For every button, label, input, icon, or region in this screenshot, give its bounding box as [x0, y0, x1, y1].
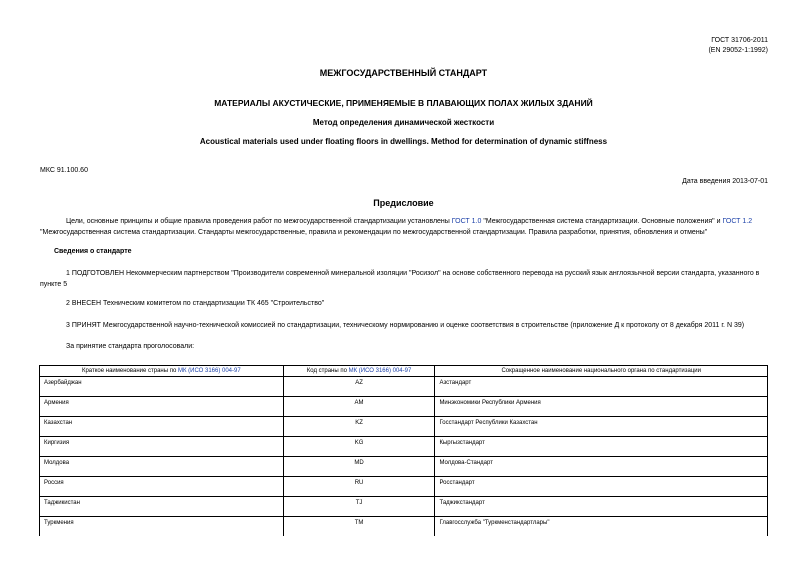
column-header-code — [283, 366, 435, 377]
body-cell: Кыргызстандарт — [435, 437, 768, 457]
column-header-code-link[interactable]: МК (ИСО 3166) 004-97 — [348, 368, 412, 374]
table-row — [40, 437, 768, 457]
code-cell: TJ — [283, 497, 435, 517]
table-row — [40, 497, 768, 517]
body-cell: Главгосслужба "Туркменстандартлары" — [435, 517, 768, 537]
table-row — [40, 417, 768, 437]
country-cell: Россия — [40, 477, 284, 497]
column-header-country-text: Краткое наименование страны по — [81, 368, 178, 374]
country-cell: Молдова — [40, 457, 284, 477]
country-cell: Армения — [40, 397, 284, 417]
code-cell: KG — [283, 437, 435, 457]
code-cell: MD — [283, 457, 435, 477]
item-3: 3 ПРИНЯТ Межгосударственной научно-технической комиссией по стандартизации, техническому нормированию и оценке соответствия в строительстве (приложение Д к протоколу от 8 декабря 2011 г. N 39) — [66, 322, 745, 329]
column-header-body: Сокращенное наименование национального органа по стандартизации — [435, 366, 768, 377]
country-cell: Азербайджан — [40, 377, 284, 397]
table-row — [40, 377, 768, 397]
code-cell: RU — [283, 477, 435, 497]
foreword-text-3: "Межгосударственная система стандартизации. Стандарты межгосударственные, правила и рекомендации по межгосударственной стандартизации. Правила разработки, принятия, обновления и отмены" — [40, 229, 708, 236]
standard-title-en: Acoustical materials used under floating floors in dwellings. Method for determination of dynamic stiffness — [199, 137, 608, 146]
body-cell: Азстандарт — [435, 377, 768, 397]
country-cell: Казахстан — [40, 417, 284, 437]
code-cell: AZ — [283, 377, 435, 397]
country-cell: Киргизия — [40, 437, 284, 457]
method-title-ru: Метод определения динамической жесткости — [312, 118, 495, 127]
gost-1-2-link[interactable]: ГОСТ 1.2 — [722, 218, 753, 225]
code-cell: TM — [283, 517, 435, 537]
voting-countries-table — [39, 365, 768, 536]
country-cell: Таджикистан — [40, 497, 284, 517]
gost-1-0-link[interactable]: ГОСТ 1.0 — [451, 218, 482, 225]
code-cell: AM — [283, 397, 435, 417]
body-cell: Госстандарт Республики Казахстан — [435, 417, 768, 437]
standard-title-ru: МАТЕРИАЛЫ АКУСТИЧЕСКИЕ, ПРИМЕНЯЕМЫЕ В ПЛАВАЮЩИХ ПОЛАХ ЖИЛЫХ ЗДАНИЙ — [214, 98, 593, 108]
table-header-row — [40, 366, 768, 377]
mks-code: МКС 91.100.60 — [40, 167, 88, 174]
column-header-code-text: Код страны по — [306, 368, 349, 374]
column-header-country — [40, 366, 284, 377]
foreword-text-2: "Межгосударственная система стандартизации. Основные положения" и — [481, 218, 723, 225]
en-number: (EN 29052-1:1992) — [708, 47, 768, 54]
foreword-heading: Предисловие — [373, 198, 434, 208]
about-standard-heading: Сведения о стандарте — [54, 248, 132, 255]
foreword-text-1: Цели, основные принципы и общие правила проведения работ по межгосударственной стандартизации установлены — [66, 218, 452, 225]
item-1: 1 ПОДГОТОВЛЕН Некоммерческим партнерством "Производители современной минеральной изоляции "Росизол" на основе собственного перевода на русский язык англоязычной версии стандарта, указанного в пункте 5 — [40, 270, 760, 288]
table-row — [40, 517, 768, 537]
body-cell: Минэкономики Республики Армения — [435, 397, 768, 417]
standard-type: МЕЖГОСУДАРСТВЕННЫЙ СТАНДАРТ — [319, 68, 488, 78]
body-cell: Таджикстандарт — [435, 497, 768, 517]
voted-label: За принятие стандарта проголосовали: — [66, 343, 195, 350]
foreword-paragraph — [40, 216, 768, 238]
table-row — [40, 477, 768, 497]
intro-date: Дата введения 2013-07-01 — [682, 178, 768, 185]
body-cell: Росстандарт — [435, 477, 768, 497]
country-cell: Туркмения — [40, 517, 284, 537]
item-2: 2 ВНЕСЕН Техническим комитетом по стандартизации ТК 465 "Строительство" — [66, 300, 325, 307]
gost-number: ГОСТ 31706-2011 — [711, 37, 768, 44]
document-identifiers — [500, 36, 768, 56]
table-row — [40, 457, 768, 477]
column-header-country-link[interactable]: МК (ИСО 3166) 004-97 — [177, 368, 241, 374]
body-cell: Молдова-Стандарт — [435, 457, 768, 477]
table-row — [40, 397, 768, 417]
code-cell: KZ — [283, 417, 435, 437]
